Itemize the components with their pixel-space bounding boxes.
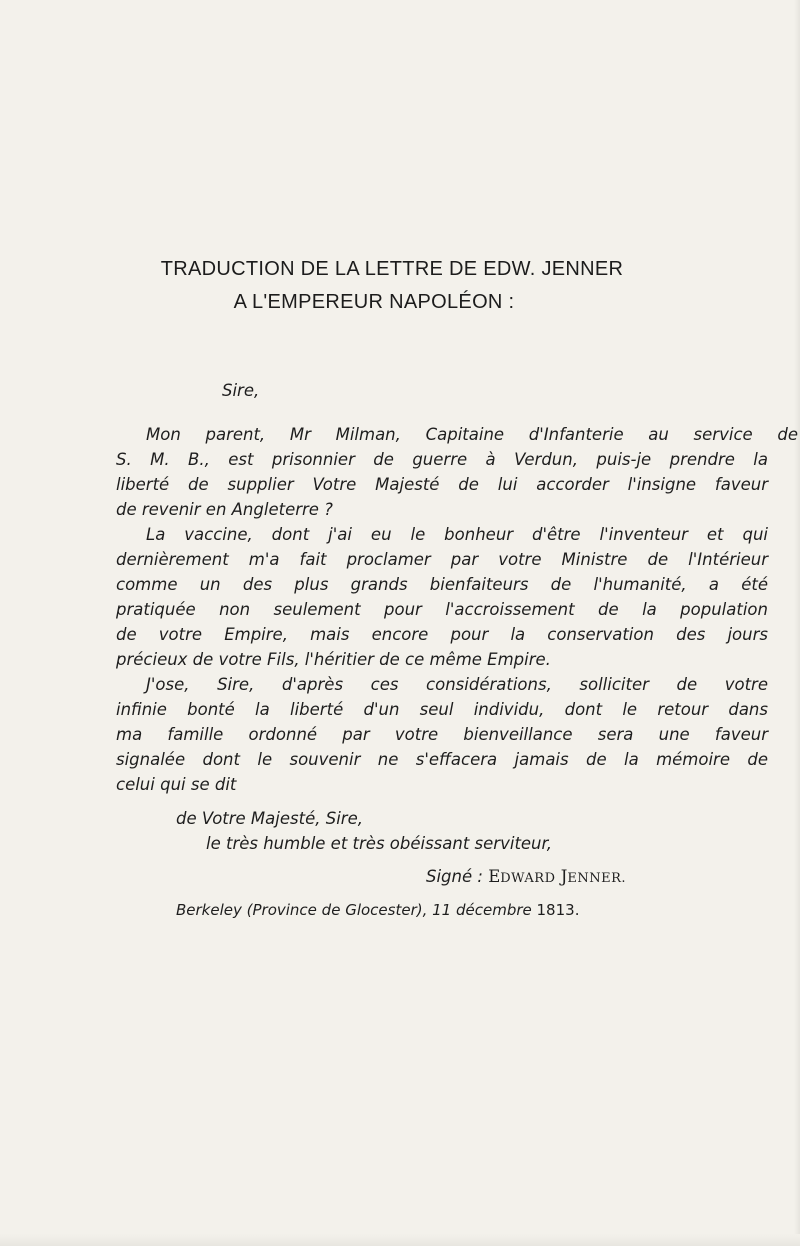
- body-line-7: comme un des plus grands bienfaiteurs de l'humanité, a été: [116, 575, 768, 594]
- body-line-11: J'ose, Sire, d'après ces considérations, solliciter de votre: [146, 675, 768, 694]
- place-date-text: Berkeley (Province de Glocester), 11 décembre: [176, 901, 532, 919]
- title-line-1: TRADUCTION DE LA LETTRE DE EDW. JENNER: [160, 258, 624, 280]
- signed-label: Signé :: [426, 867, 483, 886]
- title-line-2: A L'EMPEREUR NAPOLÉON :: [233, 291, 515, 313]
- signature-name: EDWARD JENNER.: [488, 867, 627, 886]
- body-line-2: S. M. B., est prisonnier de guerre à Verdun, puis-je prendre la: [116, 450, 768, 469]
- page-edge-bottom: [0, 1234, 800, 1246]
- body-line-13: ma famille ordonné par votre bienveillance sera une faveur: [116, 725, 768, 744]
- body-line-5: La vaccine, dont j'ai eu le bonheur d'être l'inventeur et qui: [146, 525, 768, 544]
- page-edge-right: [794, 0, 800, 1246]
- body-line-12: infinie bonté la liberté d'un seul individu, dont le retour dans: [116, 700, 768, 719]
- closing-line-1: de Votre Majesté, Sire,: [176, 809, 363, 828]
- body-line-8: pratiquée non seulement pour l'accroissement de la population: [116, 600, 768, 619]
- body-line-9: de votre Empire, mais encore pour la conservation des jours: [116, 625, 768, 644]
- body-line-3: liberté de supplier Votre Majesté de lui accorder l'insigne faveur: [116, 475, 768, 494]
- signature-line: [426, 867, 626, 886]
- body-line-6: dernièrement m'a fait proclamer par votre Ministre de l'Intérieur: [116, 550, 768, 569]
- closing-line-2: le très humble et très obéissant serviteur,: [206, 834, 553, 853]
- body-line-1: Mon parent, Mr Milman, Capitaine d'Infanterie au service de: [146, 425, 798, 444]
- body-line-14: signalée dont le souvenir ne s'effacera jamais de la mémoire de: [116, 750, 768, 769]
- body-line-4: de revenir en Angleterre ?: [116, 500, 333, 519]
- body-line-10: précieux de votre Fils, l'héritier de ce même Empire.: [116, 650, 551, 669]
- place-date-year: 1813.: [536, 901, 580, 919]
- body-line-15: celui qui se dit: [116, 775, 237, 794]
- salutation: Sire,: [222, 381, 260, 400]
- place-date-line: [176, 901, 579, 919]
